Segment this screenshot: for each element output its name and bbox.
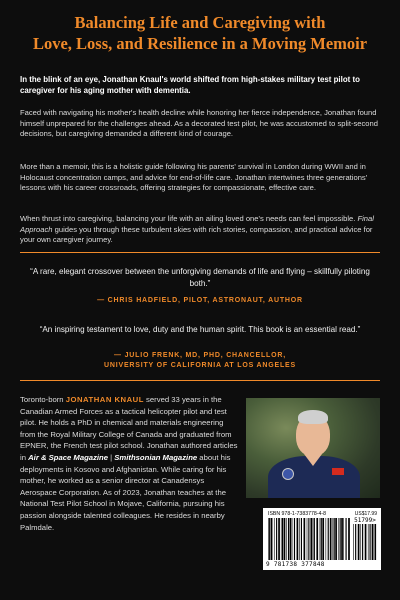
barcode-bar	[307, 518, 308, 560]
barcode-bar	[340, 518, 341, 560]
barcode-bar	[274, 518, 275, 560]
barcode-bar	[368, 524, 369, 560]
back-cover-headline	[20, 12, 380, 54]
barcode-bar	[297, 518, 299, 560]
blurb-attribution-1: — CHRIS HADFIELD, PILOT, ASTRONAUT, AUTHOR	[97, 297, 303, 304]
blurb-quote-2: “An inspiring testament to love, duty and the human spirit. This book is an essential read.”	[39, 325, 361, 334]
barcode-bar	[313, 518, 314, 560]
intro-paragraph: In the blink of an eye, Jonathan Knaul's world shifted from high-stakes military test pilot to caregiver for his aging mother with dementia.	[20, 75, 360, 95]
price-code: US$17.99	[354, 511, 377, 517]
barcode-number: 9 781738 377848	[266, 561, 325, 568]
isbn-barcode	[263, 508, 381, 570]
p3-end: guides you through these turbulent skies with rich stories, compassion, and practical advice for your own caregiver journey.	[20, 224, 373, 245]
barcode-bar	[290, 518, 292, 560]
barcode-bar	[314, 518, 315, 560]
barcode-bar	[271, 518, 273, 560]
barcode-bar	[268, 518, 269, 560]
barcode-bar	[348, 518, 350, 560]
barcode-bar	[292, 518, 293, 560]
barcode-bar	[370, 524, 371, 560]
divider-top	[20, 252, 380, 253]
headline-line-1: Balancing Life and Caregiving with	[74, 13, 326, 32]
photo-hair	[298, 410, 328, 424]
barcode-bar	[330, 518, 332, 560]
barcode-bar	[335, 518, 337, 560]
barcode-bars-icon	[268, 518, 350, 560]
barcode-bar	[310, 518, 312, 560]
barcode-bar	[355, 524, 356, 560]
barcode-bar	[326, 518, 327, 560]
barcode-bar	[346, 518, 347, 560]
barcode-bar	[353, 524, 354, 560]
barcode-bar	[343, 518, 344, 560]
barcode-bar	[334, 518, 335, 560]
barcode-bar	[286, 518, 287, 560]
author-bio	[20, 394, 238, 533]
photo-flag-patch	[332, 468, 344, 475]
barcode-bar	[288, 518, 289, 560]
barcode-bar	[320, 518, 321, 560]
barcode-bar	[328, 518, 329, 560]
barcode-bar	[299, 518, 300, 560]
barcode-bar	[276, 518, 277, 560]
barcode-bar	[341, 518, 343, 560]
attribution-2-line-2: UNIVERSITY OF CALIFORNIA AT LOS ANGELES	[104, 361, 296, 369]
body-paragraph-2: More than a memoir, this is a holistic guide following his parents' survival in London during WWII and in Holocaust concentration camps, and advice for end-of-life care. Jonathan intertwines three generations' lessons with his career crossroads, offering strategies for compassionate, effective care.	[20, 162, 368, 193]
divider-bottom	[20, 380, 380, 381]
bio-part-2: about his deployments in Kosovo and Afghanistan. While caring for his mother, he worked as a senior director at Canadensys Aerospace Corporation. As of 2023, Jonathan teaches at the National Test Pilot School in Mojave, California, pursuing his passion alongside talented colleagues. He resides in nearby Palmdale.	[20, 452, 231, 532]
barcode-bar	[282, 518, 283, 560]
barcode-bar	[374, 524, 375, 560]
bio-part-1: served 33 years in the Canadian Armed Forces as a tactical helicopter pilot and test pilot. He holds a PhD in chemical and materials engineering from the Royal Military College of Canada and graduated from EPNER, the French test pilot school. Jonathan authored articles in	[20, 395, 238, 462]
author-name: JONATHAN KNAUL	[65, 395, 144, 404]
barcode-bar	[304, 518, 306, 560]
barcode-bar	[281, 518, 282, 560]
barcode-bar	[284, 518, 286, 560]
blurb-attribution-2	[22, 351, 378, 370]
barcode-addon-bars-icon	[353, 524, 377, 560]
isbn-label: ISBN 978-1-7383778-4-8	[268, 511, 326, 517]
barcode-bar	[372, 524, 374, 560]
attribution-2-line-1: — JULIO FRENK, MD, PHD, CHANCELLOR,	[114, 352, 286, 359]
barcode-bar	[321, 518, 322, 560]
barcode-bar	[333, 518, 334, 560]
barcode-bar	[316, 518, 318, 560]
p3-start: When thrust into caregiving, balancing your life with an ailing loved one's needs can feel impossible.	[20, 214, 358, 223]
barcode-bar	[365, 524, 367, 560]
barcode-bar	[269, 518, 270, 560]
book-title: Final Approach	[20, 214, 374, 234]
author-photo	[246, 398, 380, 498]
bio-separator: |	[108, 452, 115, 462]
magazine-2: Smithsonian Magazine	[114, 452, 198, 462]
magazine-1: Air & Space Magazine	[28, 452, 109, 462]
photo-patch	[282, 468, 294, 480]
barcode-bar	[301, 518, 302, 560]
body-paragraph-1: Faced with navigating his mother's health decline while honoring her fierce independence, Jonathan found himself unprepared for the challenges ahead. As a decorated test pilot, he was accustomed to split-second decisions, but caregiving demanded a different kind of courage.	[20, 108, 378, 139]
barcode-addon-number: 51799>	[354, 517, 376, 524]
barcode-bar	[358, 524, 360, 560]
barcode-bar	[362, 524, 363, 560]
bio-lead: Toronto-born	[20, 395, 66, 404]
barcode-bar	[278, 518, 280, 560]
body-paragraph-3	[20, 214, 380, 246]
barcode-bar	[360, 524, 361, 560]
barcode-bar	[375, 524, 376, 560]
barcode-bar	[338, 518, 339, 560]
headline-line-2: Love, Loss, and Resilience in a Moving Memoir	[32, 34, 368, 53]
barcode-bar	[308, 518, 309, 560]
barcode-bar	[322, 518, 324, 560]
barcode-bar	[294, 518, 295, 560]
blurb-quote-1: “A rare, elegant crossover between the unforgiving demands of life and flying – skillfully piloting both.”	[30, 267, 370, 288]
